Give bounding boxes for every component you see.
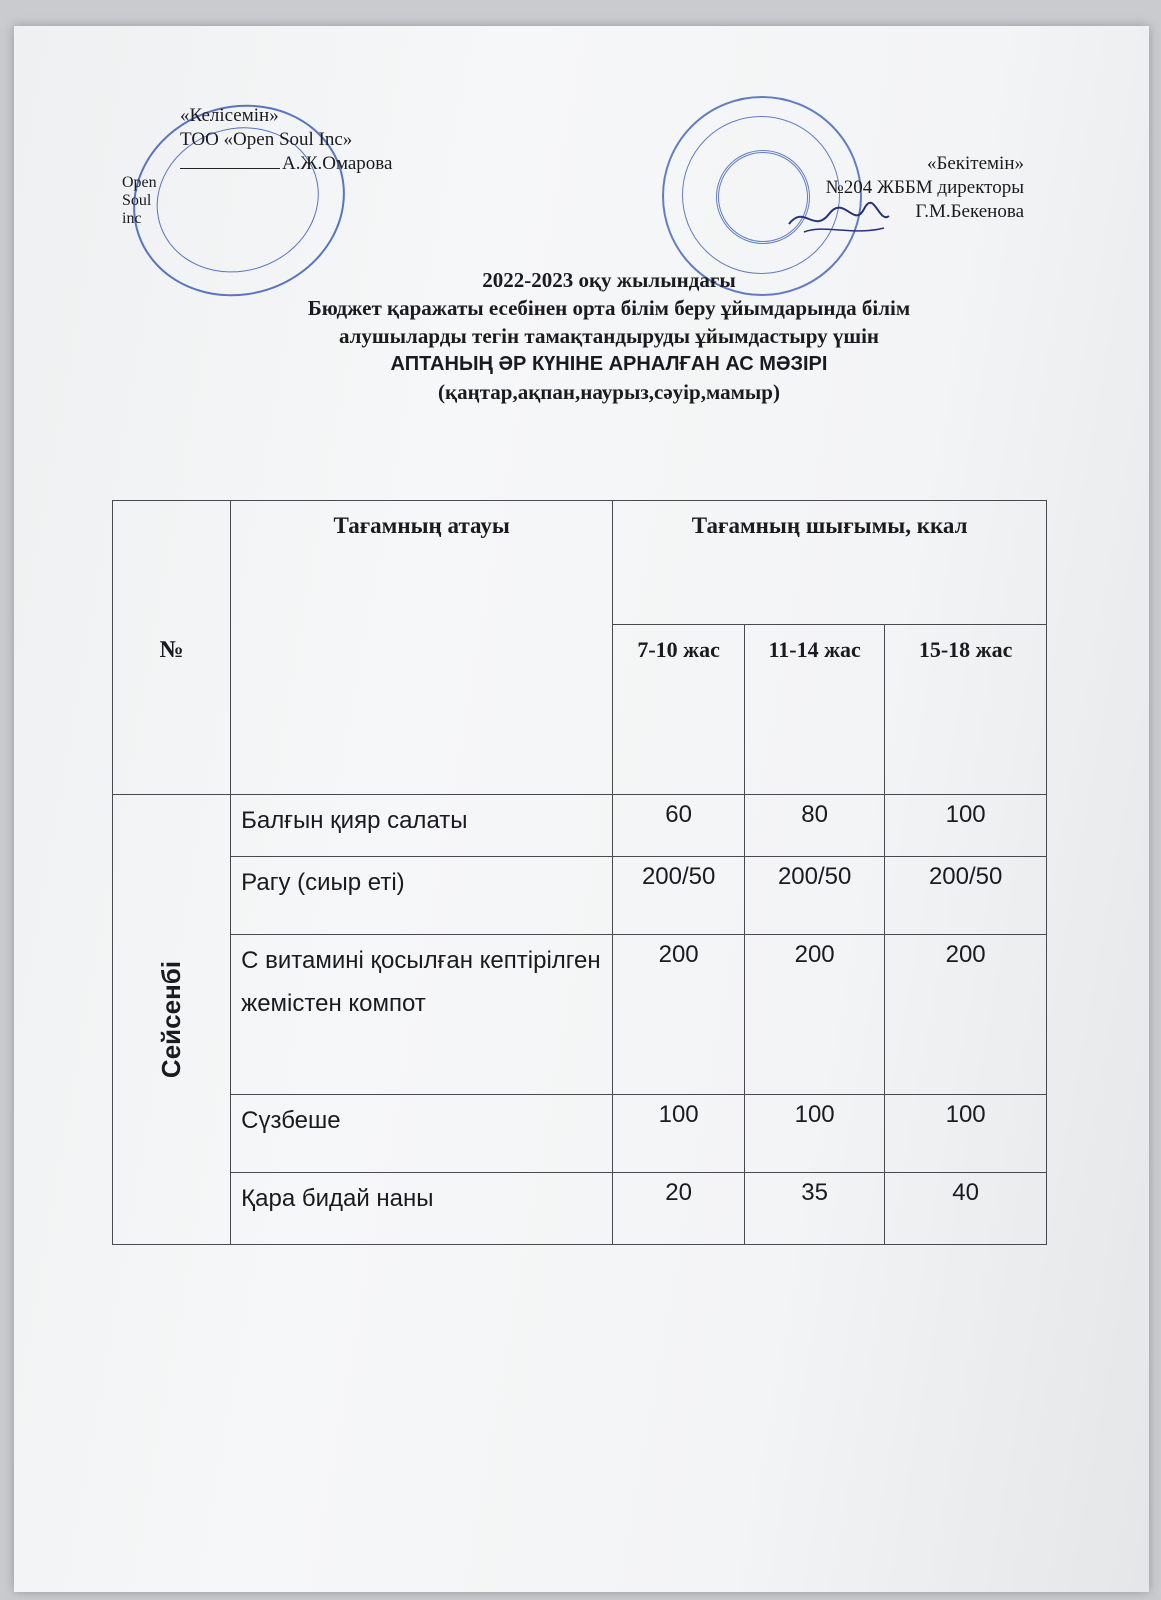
approval-left-heading: «Келісемін» (180, 105, 279, 126)
value-7-10: 60 (613, 795, 745, 857)
menu-table (112, 500, 1047, 1245)
approval-right-role: №204 ЖББМ директоры (825, 177, 1024, 198)
header-age-15-18: 15-18 жас (885, 625, 1047, 795)
value-11-14: 35 (745, 1173, 885, 1245)
value-7-10: 200 (613, 935, 745, 1095)
header-age-11-14: 11-14 жас (745, 625, 885, 795)
value-7-10: 100 (613, 1095, 745, 1173)
table-row (113, 857, 1047, 935)
table-row (113, 795, 1047, 857)
table-row (113, 1095, 1047, 1173)
dish-name: Рагу (сиыр еті) (231, 857, 613, 935)
value-15-18: 100 (885, 1095, 1047, 1173)
document-page: «Келісемін» ТОО «Open Soul Inc» А.Ж.Омарова Open Soul inc «Бекітемін» №204 ЖББМ директоры Г.М.Бекенова 2022-2023 оқу жылындағы Бюджет қаражаты есебінен орта білім беру ұйымдарында білім алушыларды тегін тамақтандыруды ұйымдастыру үшін АПТАНЫҢ ӘР КҮНІНЕ АРНАЛҒАН АС МӘЗІРІ (қаңтар,ақпан,наурыз,сәуір,мамыр) № Тағамның атауы Тағамның шығымы, ккал 7-10 жас 11-14 жас 15-18 жас Сейсенбі Балғын қияр салаты 60 80 100 Рагу (сиыр еті) 200/50 200/50 200/50 С витамині қосылған кептірілген жемістен компот 200 200 200 Сүзбеше 100 100 100 Қара бидай наны 20 35 40 (14, 26, 1149, 1592)
dish-name: Сүзбеше (231, 1095, 613, 1173)
value-11-14: 80 (745, 795, 885, 857)
table-row (113, 1173, 1047, 1245)
value-15-18: 200 (885, 935, 1047, 1095)
dish-name: С витамині қосылған кептірілген жемістен компот (231, 935, 613, 1095)
value-7-10: 20 (613, 1173, 745, 1245)
header-number: № (113, 501, 231, 795)
header-dish-name: Тағамның атауы (231, 501, 613, 795)
value-7-10: 200/50 (613, 857, 745, 935)
value-15-18: 40 (885, 1173, 1047, 1245)
table-row (113, 935, 1047, 1095)
header-age-7-10: 7-10 жас (613, 625, 745, 795)
value-15-18: 200/50 (885, 857, 1047, 935)
dish-name: Балғын қияр салаты (231, 795, 613, 857)
day-cell (113, 795, 231, 1245)
document-title (164, 266, 1054, 406)
title-year: 2022-2023 оқу жылындағы (482, 268, 736, 292)
dish-name: Қара бидай наны (231, 1173, 613, 1245)
title-months: (қаңтар,ақпан,наурыз,сәуір,мамыр) (438, 380, 780, 404)
header-output: Тағамның шығымы, ккал (613, 501, 1047, 625)
signature (784, 194, 894, 244)
value-11-14: 100 (745, 1095, 885, 1173)
approval-left (180, 104, 392, 176)
title-menu: АПТАНЫҢ ӘР КҮНІНЕ АРНАЛҒАН АС МӘЗІРІ (390, 353, 828, 375)
approval-left-org: ТОО «Open Soul Inc» (180, 129, 353, 150)
title-line2: Бюджет қаражаты есебінен орта білім беру ұйымдарында білім (307, 296, 911, 320)
day-label: Сейсенбі (156, 960, 187, 1079)
approval-left-signer: А.Ж.Омарова (180, 152, 392, 176)
approval-right-heading: «Бекітемін» (926, 153, 1024, 174)
value-11-14: 200/50 (745, 857, 885, 935)
value-11-14: 200 (745, 935, 885, 1095)
value-15-18: 100 (885, 795, 1047, 857)
title-line3: алушыларды тегін тамақтандыруды ұйымдастыру үшін (338, 324, 880, 348)
approval-right-signer: Г.М.Бекенова (915, 201, 1024, 222)
